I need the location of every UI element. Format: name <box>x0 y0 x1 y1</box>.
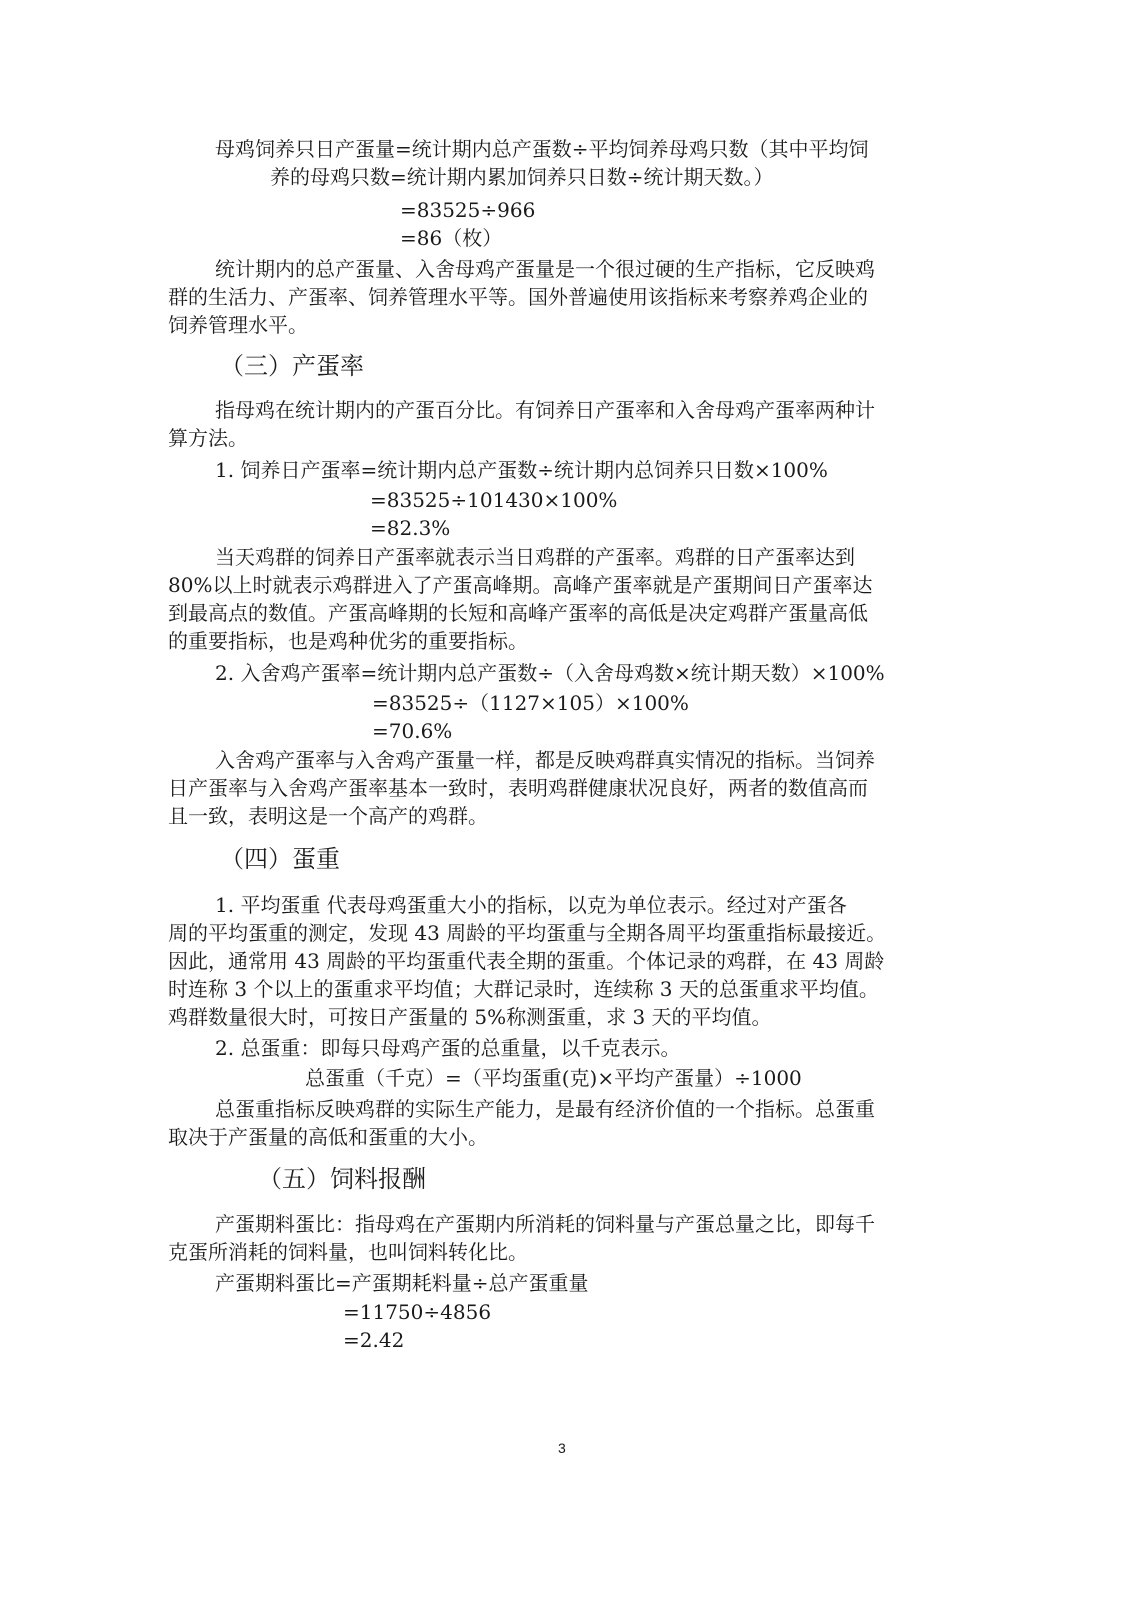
formula-line: 总蛋重（千克）=（平均蛋重(克)×平均产蛋量）÷1000 <box>305 1066 802 1090</box>
calc-step: =83525÷（1127×105）×100% <box>372 691 689 715</box>
paragraph-line: 入舍鸡产蛋率与入舍鸡产蛋量一样，都是反映鸡群真实情况的指标。当饲养 <box>215 748 875 772</box>
paragraph-line: 1. 平均蛋重 代表母鸡蛋重大小的指标，以克为单位表示。经过对产蛋各 <box>215 893 847 917</box>
paragraph-line: 时连称 3 个以上的蛋重求平均值；大群记录时，连续称 3 天的总蛋重求平均值。 <box>168 977 879 1001</box>
paragraph-line: 统计期内的总产蛋量、入舍母鸡产蛋量是一个很过硬的生产指标，它反映鸡 <box>215 257 875 281</box>
calc-result: =2.42 <box>343 1328 405 1352</box>
calc-result: =70.6% <box>372 719 453 743</box>
formula-line: 1. 饲养日产蛋率=统计期内总产蛋数÷统计期内总饲养只日数×100% <box>215 458 828 482</box>
paragraph-line: 取决于产蛋量的高低和蛋重的大小。 <box>168 1125 488 1149</box>
formula-daily-egg-count-line1: 母鸡饲养只日产蛋量=统计期内总产蛋数÷平均饲养母鸡只数（其中平均饲 <box>215 137 869 161</box>
formula-line: 产蛋期料蛋比=产蛋期耗料量÷总产蛋重量 <box>215 1271 589 1295</box>
paragraph-line: 2. 总蛋重：即每只母鸡产蛋的总重量，以千克表示。 <box>215 1036 681 1060</box>
page-number: 3 <box>558 1440 566 1456</box>
paragraph-line: 的重要指标，也是鸡种优劣的重要指标。 <box>168 629 528 653</box>
formula-line: 2. 入舍鸡产蛋率=统计期内总产蛋数÷（入舍母鸡数×统计期天数）×100% <box>215 661 885 685</box>
section-heading-laying-rate: （三）产蛋率 <box>220 352 364 380</box>
section-heading-egg-weight: （四）蛋重 <box>220 845 340 873</box>
section-heading-feed-conversion: （五）饲料报酬 <box>258 1165 426 1193</box>
calc-step: =11750÷4856 <box>343 1300 492 1324</box>
paragraph-line: 因此，通常用 43 周龄的平均蛋重代表全期的蛋重。个体记录的鸡群，在 43 周龄 <box>168 949 885 973</box>
formula-daily-egg-count-line2: 养的母鸡只数=统计期内累加饲养只日数÷统计期天数。） <box>270 165 774 189</box>
paragraph-line: 产蛋期料蛋比：指母鸡在产蛋期内所消耗的饲料量与产蛋总量之比，即每千 <box>215 1212 875 1236</box>
paragraph-line: 克蛋所消耗的饲料量，也叫饲料转化比。 <box>168 1240 528 1264</box>
paragraph-line: 到最高点的数值。产蛋高峰期的长短和高峰产蛋率的高低是决定鸡群产蛋量高低 <box>168 601 868 625</box>
calc-step: =83525÷966 <box>400 198 536 222</box>
paragraph-line: 日产蛋率与入舍鸡产蛋率基本一致时，表明鸡群健康状况良好，两者的数值高而 <box>168 776 868 800</box>
paragraph-line: 指母鸡在统计期内的产蛋百分比。有饲养日产蛋率和入舍母鸡产蛋率两种计 <box>215 398 875 422</box>
paragraph-line: 鸡群数量很大时，可按日产蛋量的 5%称测蛋重，求 3 天的平均值。 <box>168 1005 772 1029</box>
paragraph-line: 且一致，表明这是一个高产的鸡群。 <box>168 804 488 828</box>
paragraph-line: 周的平均蛋重的测定，发现 43 周龄的平均蛋重与全期各周平均蛋重指标最接近。 <box>168 921 887 945</box>
paragraph-line: 总蛋重指标反映鸡群的实际生产能力，是最有经济价值的一个指标。总蛋重 <box>215 1097 875 1121</box>
paragraph-line: 饲养管理水平。 <box>168 313 308 337</box>
calc-result: =82.3% <box>370 516 451 540</box>
paragraph-line: 群的生活力、产蛋率、饲养管理水平等。国外普遍使用该指标来考察养鸡企业的 <box>168 285 868 309</box>
paragraph-line: 算方法。 <box>168 426 248 450</box>
paragraph-line: 当天鸡群的饲养日产蛋率就表示当日鸡群的产蛋率。鸡群的日产蛋率达到 <box>215 545 855 569</box>
calc-result: =86（枚） <box>400 226 503 250</box>
calc-step: =83525÷101430×100% <box>370 488 618 512</box>
paragraph-line: 80%以上时就表示鸡群进入了产蛋高峰期。高峰产蛋率就是产蛋期间日产蛋率达 <box>168 573 873 597</box>
